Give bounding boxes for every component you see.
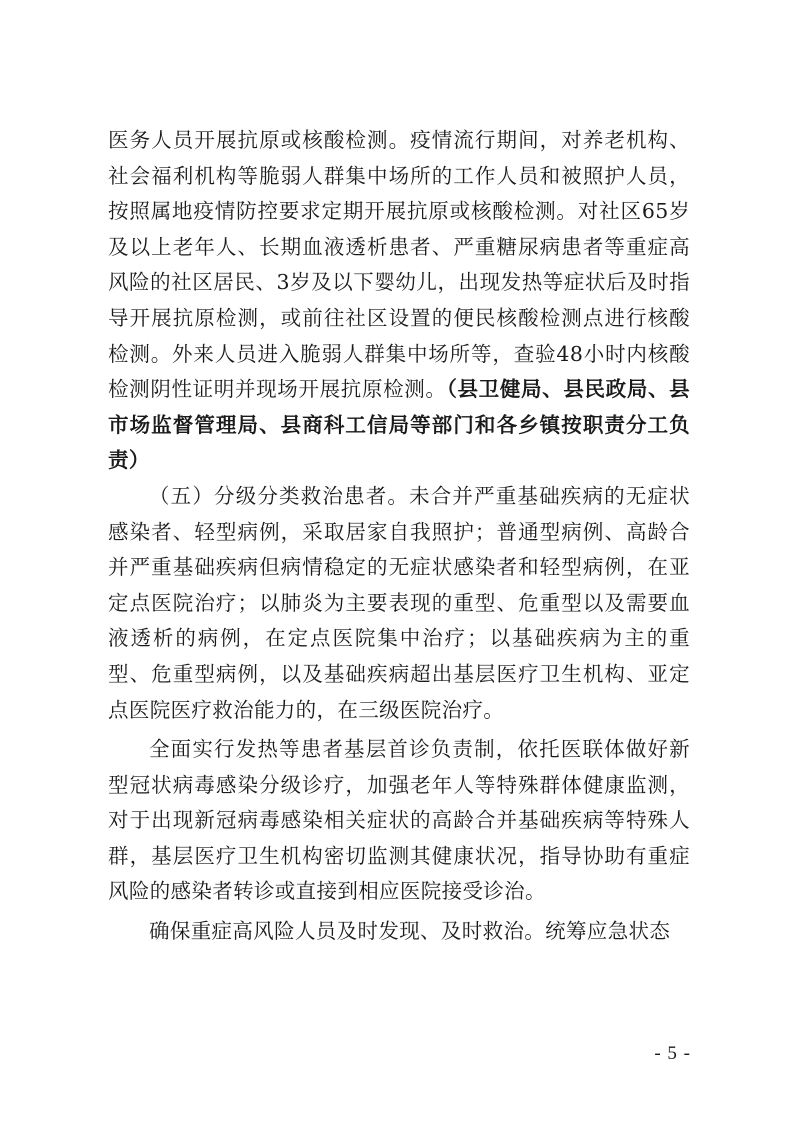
page-number: - 5 -: [654, 1043, 691, 1064]
paragraph-tiered-treatment: （五）分级分类救治患者。未合并严重基础疾病的无症状感染者、轻型病例，采取居家自我照护；普通型病例、高龄合并严重基础疾病但病情稳定的无症状感染者和轻型病例，在亚定点医院治疗；以肺炎为主要表现的重型、危重型以及需要血液透析的病例，在定点医院集中治疗；以基础疾病为主的重型、危重型病例，以及基础疾病超出基层医疗卫生机构、亚定点医院医疗救治能力的，在三级医院治疗。: [108, 483, 690, 722]
responsible-departments: （县卫健局、县民政局、县市场监督管理局、县商科工信局等部门和各乡镇按职责分工负责）: [108, 377, 690, 473]
paragraph-text: 医务人员开展抗原或核酸检测。疫情流行期间，对养老机构、社会福利机构等脆弱人群集中场所的工作人员和被照护人员，按照属地疫情防控要求定期开展抗原或核酸检测。对社区65岁及以上老年人、长期血液透析患者、严重糖尿病患者等重症高风险的社区居民、3岁及以下婴幼儿，出现发热等症状后及时指导开展抗原检测，或前往社区设置的便民核酸检测点进行核酸检测。外来人员进入脆弱人群集中场所等，查验48小时内核酸检测阴性证明并现场开展抗原检测。: [108, 128, 690, 402]
document-body: [108, 123, 690, 950]
paragraph-primary-diagnosis: 全面实行发热等患者基层首诊负责制，依托医联体做好新型冠状病毒感染分级诊疗，加强老年人等特殊群体健康监测，对于出现新冠病毒感染相关症状的高龄合并基础疾病等特殊人群，基层医疗卫生机构密切监测其健康状况，指导协助有重症风险的感染者转诊或直接到相应医院接受诊治。: [108, 737, 690, 904]
paragraph-high-risk: 确保重症高风险人员及时发现、及时救治。统筹应急状态: [149, 919, 671, 944]
paragraph-testing: [108, 123, 690, 479]
